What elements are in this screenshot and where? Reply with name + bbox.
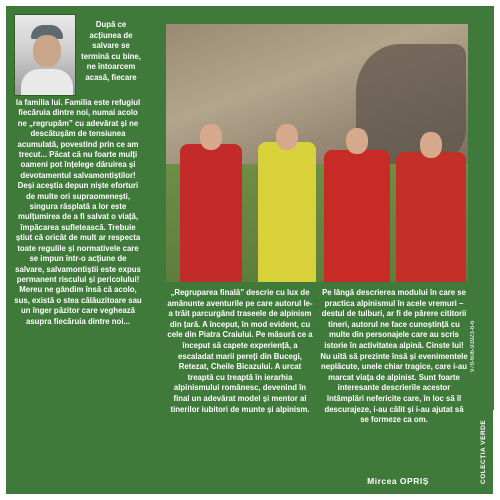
climbers-group-photo bbox=[166, 24, 468, 282]
photo-person-1 bbox=[180, 144, 242, 282]
photo-head-4 bbox=[420, 132, 442, 158]
photo-head-3 bbox=[346, 128, 368, 154]
photo-shirt bbox=[21, 69, 73, 96]
collection-label: COLECȚIA VERDE bbox=[474, 410, 494, 494]
description-left: „Regruparea finală” descrie cu lux de amănunte aventurile pe care autorul le-a trăit parcurgând traseele de alpinism din țară. A început, în mod evident, cu cele din Piatra Craiului. Pe măsură ce a început să capete experiență, a escaladat marii pereți din Bucegi, Retezat, Cheile Bicazului. A urcat treaptă cu treaptă în ierarhia alpinismului românesc, devenind în final un adevărat model și mentor al tinerilor iubitori de munte și alpinism. bbox=[167, 288, 313, 414]
left-body-text: la familia lui. Familia este refugiul fiecăruia dintre noi, numai acolo ne „regrupăm” cu adevărat și ne descătușăm de tensiunea acumulată, povestind prin ce am trecut... Păcat că nu foarte mulți oameni pot înțelege dăruirea și devotamentul salvamontiștilor! Deși aceștia depun niște eforturi de multe ori supraomenești, singura răsplată a lor este mulțumirea de a fi salvat o viață, împăcarea sufletească. Trebuie știut că oricât de mult ar respecta toate regulile și normativele care se impun într-o acțiune de salvare, salvamontiștii este expus permanent riscului și pericolului! Mereu ne gândim însă că acolo, sus, există o stea călăuzitoare sau un înger păzitor care veghează asupra fiecăruia dintre noi... bbox=[14, 98, 142, 326]
author-photo bbox=[14, 14, 76, 96]
photo-rock-shadow bbox=[356, 44, 466, 164]
photo-person-4 bbox=[396, 152, 466, 282]
photo-head-1 bbox=[200, 124, 222, 150]
photo-head-2 bbox=[276, 124, 298, 150]
left-top-row bbox=[14, 14, 142, 96]
photo-person-3 bbox=[324, 150, 390, 282]
right-column bbox=[148, 6, 494, 494]
photo-person-2 bbox=[258, 142, 316, 282]
left-text-column bbox=[6, 6, 148, 494]
description-right: Pe lângă descrierea modului în care se practica alpinismul în acele vremuri – destul de tulburi, ar fi de părere cititorii tineri, autorul ne face cunoștință cu multe din personajele care au scris istorie în activitatea alpină. Cinste lui! Nu uită să prezinte însă și evenimentele neplăcute, unele chiar tragice, care i-au marcat viața de alpinist. Sunt foarte interesante descrierile acestor întâmplări nefericite care, în loc să îl descurajeze, i-au călit și i-au ajutat să se formeze ca om. bbox=[320, 288, 468, 425]
isbn-number: 978-606-93923-8-6 bbox=[470, 320, 476, 372]
left-intro-text: După ce acțiunea de salvare se termină cu bine, ne întoarcem acasă, fiecare bbox=[81, 20, 141, 82]
author-name: Mircea OPRIȘ bbox=[367, 476, 429, 486]
photo-face bbox=[33, 35, 61, 67]
